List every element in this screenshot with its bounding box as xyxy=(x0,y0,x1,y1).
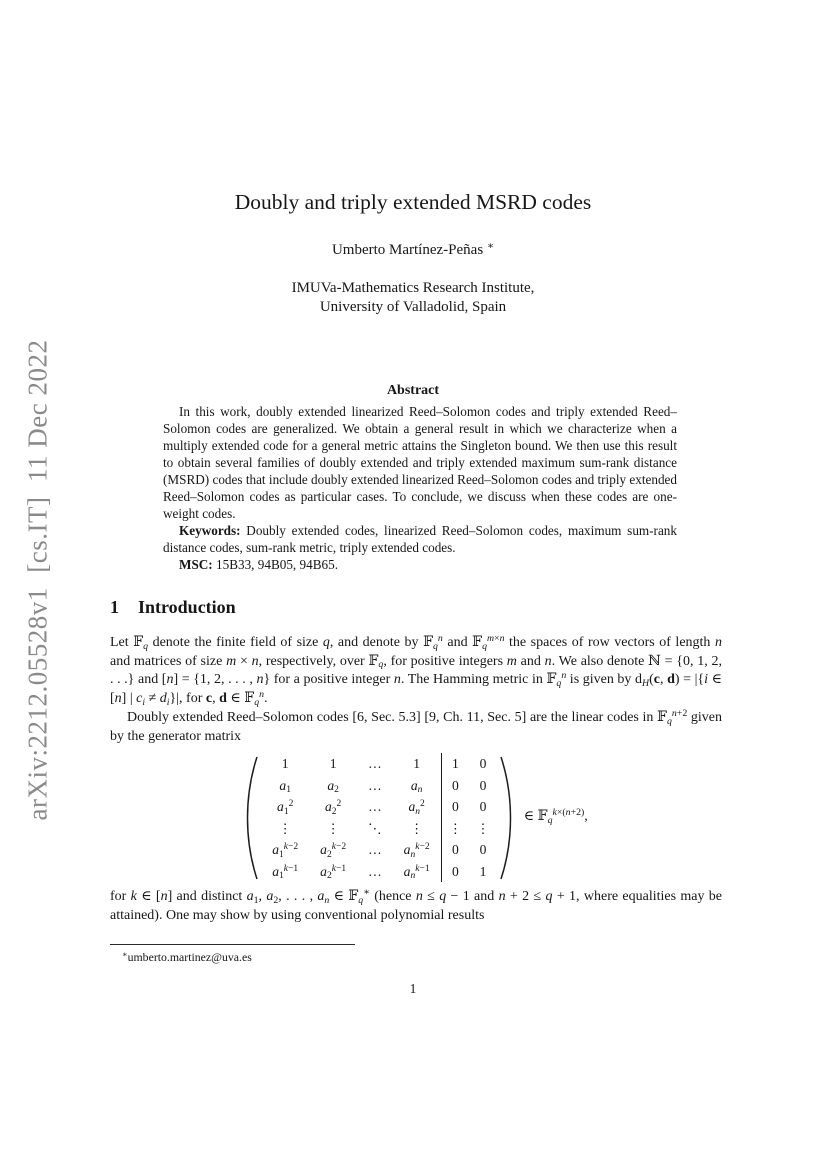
matrix-cell: $a_n$ xyxy=(410,777,423,796)
abstract-text: In this work, doubly extended linearized Reed–Solomon codes and triply extended Reed–Solomon codes are generalized. We obtain a general result in which we characterize when a multiply extended code for a general metric attains the Singleton bound. We then use this result to obtain several families of doubly extended and triply extended maximum sum-rank distance (MSRD) codes that include doubly extended linearized Reed–Solomon codes and triply extended Reed–Solomon codes as particular cases. To conclude, we discuss when these codes are one-weight codes. xyxy=(163,404,677,521)
matrix-cell: 0 xyxy=(441,796,469,818)
msc-line: MSC: 15B33, 94B05, 94B65. xyxy=(179,557,338,572)
footnote xyxy=(110,944,722,965)
matrix-cell: $a_2^2$ xyxy=(324,799,342,817)
matrix-cell: 0 xyxy=(441,839,469,861)
matrix-cell: 0 xyxy=(479,777,487,793)
intro-paragraph-1: Let 𝔽$_q$ denote the finite field of size q, and denote by 𝔽$_q^n$ and 𝔽$_q^{m\times n}$ the spaces of row vectors of length n and matrices of size m × n, respectively, over 𝔽$_q$, for positive integers m and n. We also denote ℕ = {0, 1, 2, . . .} and [n] = {1, 2, . . . , n} for a positive integer n. The Hamming metric in 𝔽$_q^n$ is given by $d_H(c$, d) = |{i ∈ [n] | $c_i \ne d_i\}|$, for c, d ∈ 𝔽$_q^n$. xyxy=(110,632,722,708)
matrix-row xyxy=(261,818,497,840)
matrix-cell: ⋮ xyxy=(476,820,490,836)
generator-matrix-equation xyxy=(110,753,722,882)
matrix-right-paren xyxy=(499,754,514,882)
generator-matrix xyxy=(261,753,497,882)
matrix-cell: ⋮ xyxy=(441,818,469,840)
matrix-row xyxy=(261,839,497,861)
footnote-text: ∗umberto.martinez@uva.es xyxy=(122,949,252,964)
abstract-heading: Abstract xyxy=(386,383,440,398)
intro-paragraph-3: for k ∈ [n] and distinct $a_1$, $a_2$, . . . , $a_n$ ∈ 𝔽$_q$∗ (hence n ≤ q − 1 and n + 2 ≤ q + 1, where equalities may be attained). One may show by using conventional polynomial results xyxy=(110,887,723,923)
matrix-cell: 0 xyxy=(441,775,469,797)
matrix-cell: ⋮ xyxy=(278,820,292,836)
matrix-cell: … xyxy=(368,799,382,815)
introduction-body xyxy=(110,634,722,926)
matrix-cell: $a_n^{k-1}$ xyxy=(403,863,430,882)
matrix-cell: 1 xyxy=(329,756,337,772)
matrix-cell: 0 xyxy=(479,842,487,858)
matrix-cell: 1 xyxy=(281,756,289,772)
author-affiliation xyxy=(0,279,826,316)
section-number: 1 xyxy=(110,597,119,617)
page-number: 1 xyxy=(409,981,417,996)
matrix-row xyxy=(261,796,497,818)
matrix-field-membership: ∈ 𝔽$_q^{k\times(n+2)}$, xyxy=(523,807,588,827)
arxiv-stamp: arXiv:2212.05528v1 [cs.IT] 11 Dec 2022 xyxy=(22,339,53,821)
matrix-cell: ⋮ xyxy=(409,820,424,836)
footnote-rule xyxy=(110,944,355,945)
matrix-cell: $a_1$ xyxy=(279,777,291,796)
matrix-cell: $a_1^{k-2}$ xyxy=(272,842,299,860)
matrix-cell: 1 xyxy=(441,753,469,775)
matrix-cell: … xyxy=(368,756,382,772)
section-title: Introduction xyxy=(138,597,236,617)
affiliation-line-1: IMUVa-Mathematics Research Institute, xyxy=(291,280,535,296)
intro-paragraph-2: Doubly extended Reed–Solomon codes [6, Sec. 5.3] [9, Ch. 11, Sec. 5] are the linear codes in 𝔽$_q^{n+2}$ given by the generator matrix xyxy=(110,707,722,744)
matrix-cell: $a_1^{k-1}$ xyxy=(272,863,299,882)
keywords-line: Keywords: Doubly extended codes, linearized Reed–Solomon codes, maximum sum-rank distance codes, sum-rank metric, triply extended codes. xyxy=(163,523,677,555)
matrix-cell: $a_1^2$ xyxy=(277,799,294,817)
section-heading-introduction xyxy=(110,597,236,618)
affiliation-line-2: University of Valladolid, Spain xyxy=(319,298,507,315)
matrix-cell: 1 xyxy=(479,863,487,879)
matrix-cell: 0 xyxy=(441,861,469,883)
abstract-block xyxy=(163,403,677,573)
matrix-cell: $a_2$ xyxy=(327,777,339,796)
author-name: Umberto Martínez-Peñas ∗ xyxy=(331,240,495,258)
matrix-cell: 0 xyxy=(479,799,487,815)
matrix-row xyxy=(261,775,497,797)
matrix-cell: … xyxy=(368,863,382,879)
matrix-cell: 0 xyxy=(479,756,487,772)
matrix-row xyxy=(261,861,497,883)
matrix-cell: 1 xyxy=(413,756,421,772)
matrix-left-paren xyxy=(244,754,259,882)
matrix-cell: $a_n^2$ xyxy=(408,799,425,817)
matrix-row xyxy=(261,753,497,775)
matrix-cell: ⋱ xyxy=(368,820,382,836)
matrix-cell: $a_n^{k-2}$ xyxy=(403,842,430,860)
matrix-cell: … xyxy=(368,842,382,858)
matrix-cell: ⋮ xyxy=(326,820,340,836)
paper-title: Doubly and triply extended MSRD codes xyxy=(234,190,592,214)
matrix-cell: $a_2^{k-2}$ xyxy=(320,842,347,860)
matrix-cell: $a_2^{k-1}$ xyxy=(320,863,347,882)
matrix-cell: … xyxy=(368,777,382,793)
